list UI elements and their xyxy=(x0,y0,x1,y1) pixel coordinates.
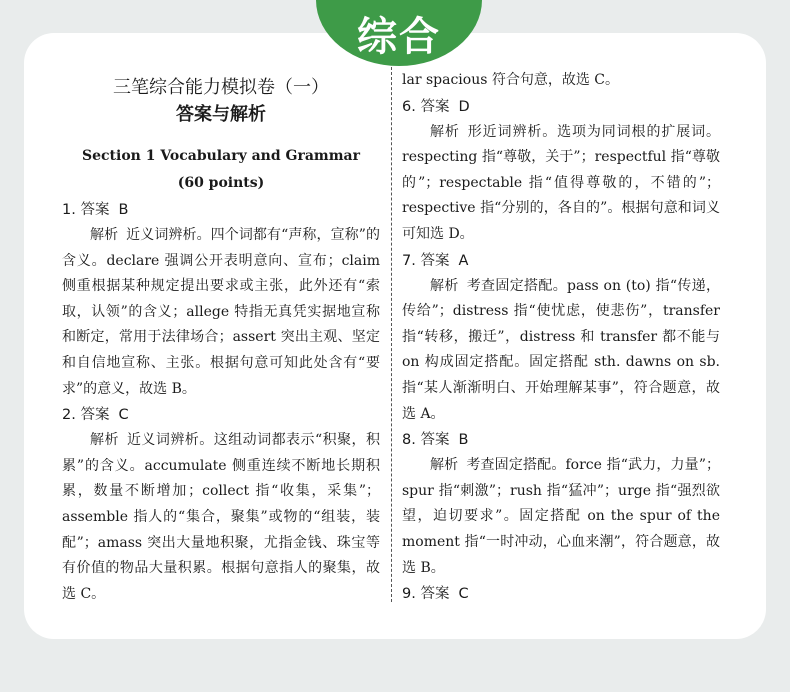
explanation-text: 考查固定搭配。pass on (to) 指“传递，传给”；distress 指“使忧虑，使悲伤”，transfer 指“转移，搬迁”，distress 和 transfer 都不能与 on 构成固定搭配。固定搭配 sth. dawns on sb. 指“某人渐渐明白、开始理解某事”，符合题意，故选 A。 xyxy=(402,277,721,422)
answer-7-heading xyxy=(402,248,720,274)
explanation-tag: 解析 xyxy=(90,432,119,449)
answer-9-heading xyxy=(402,581,720,607)
explanation-tag: 解析 xyxy=(430,457,459,474)
answer-letter: A xyxy=(458,252,469,269)
explanation-text: 近义词辨析。四个词都有“声称，宣称”的含义。declare 强调公开表明意向、宣布；claim 侧重根据某种规定提出要求或主张，此外还有“索取，认领”的含义；allege 特指无真凭实据地宣称和断定，常用于法律场合；assert 突出主观、坚定和自信地宣称、主张。根据句意可知此处含有“要求”的意义，故选 B。 xyxy=(62,227,380,397)
answer-number: 2. 答案 xyxy=(62,407,110,424)
answer-8-heading xyxy=(402,427,720,453)
left-column xyxy=(62,70,380,607)
section-title: Section 1 Vocabulary and Grammar xyxy=(82,148,360,164)
answer-number: 9. 答案 xyxy=(402,586,450,603)
explanation-text: 考查固定搭配。force 指“武力，力量”；spur 指“刺激”；rush 指“猛冲”；urge 指“强烈欲望，迫切要求”。固定搭配 on the spur of the moment 指“一时冲动，心血来潮”，符合题意，故选 B。 xyxy=(402,457,721,576)
answer-1-explanation xyxy=(62,223,380,402)
exam-title-line2: 答案与解析 xyxy=(176,104,266,125)
answer-8-explanation xyxy=(402,453,720,581)
answer-number: 1. 答案 xyxy=(62,202,110,218)
explanation-text: 形近词辨析。选项为同词根的扩展词。respecting 指“尊敬，关于”；respectful 指“尊敬的”；respectable 指“值得尊敬的，不错的”；respective 指“分别的，各自的”。根据句意和词义可知选 D。 xyxy=(402,123,721,242)
explanation-text: 近义词辨析。这组动词都表示“积聚，积累”的含义。accumulate 侧重连续不断地长期积累，数量不断增加；collect 指“收集，采集”；assemble 指人的“集合，聚集”或物的“组装，装配”；amass 突出大量地积聚，尤指金钱、珠宝等有价值的物品大量积累。根据句意指人的聚集，故选 C。 xyxy=(62,432,381,602)
answer-7-explanation xyxy=(402,274,720,428)
answer-letter: B xyxy=(118,202,129,218)
answer-2-explanation xyxy=(62,428,380,607)
answer-1-heading xyxy=(62,197,380,223)
exam-title xyxy=(62,74,380,128)
answer-number: 7. 答案 xyxy=(402,252,450,269)
exam-title-line1: 三笔综合能力模拟卷（一） xyxy=(113,77,329,98)
category-badge: 综合 xyxy=(316,0,482,66)
answer-number: 8. 答案 xyxy=(402,432,450,449)
answer-letter: B xyxy=(458,432,469,449)
explanation-tag: 解析 xyxy=(430,277,459,294)
answer-6-explanation xyxy=(402,120,720,248)
answer-letter: C xyxy=(458,586,469,603)
explanation-tag: 解析 xyxy=(430,123,460,140)
answer-6-heading xyxy=(402,94,720,120)
section-heading xyxy=(62,143,380,197)
right-column xyxy=(402,68,720,607)
continued-text: lar spacious 符合句意，故选 C。 xyxy=(402,72,620,88)
answer-number: 6. 答案 xyxy=(402,98,450,115)
explanation-tag: 解析 xyxy=(90,227,119,243)
answer-letter: D xyxy=(458,98,470,115)
column-divider xyxy=(391,62,392,602)
answer-2-heading xyxy=(62,402,380,428)
section-points: (60 points) xyxy=(177,175,265,191)
answer-letter: C xyxy=(118,407,129,424)
